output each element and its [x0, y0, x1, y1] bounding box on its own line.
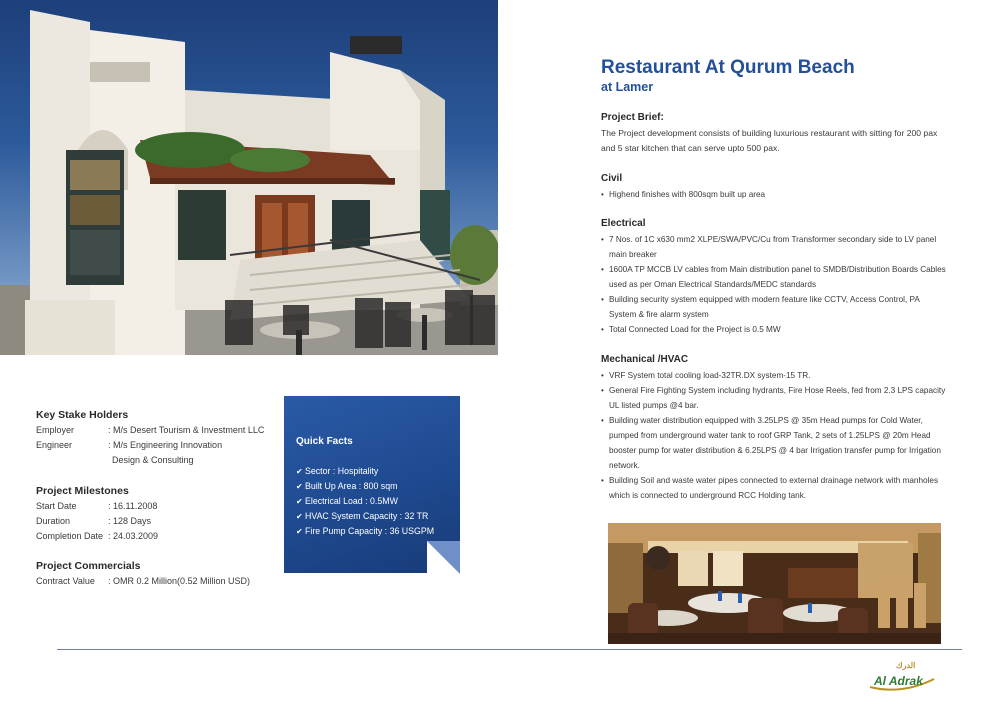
duration-label: Duration [36, 516, 71, 526]
interior-illustration [608, 523, 941, 644]
completion-date-value: : 24.03.2009 [108, 531, 159, 541]
al-adrak-logo [866, 661, 938, 691]
footer-divider [57, 649, 962, 650]
quick-fact-text: Sector : Hospitality [305, 466, 379, 476]
check-icon: ✔ [296, 497, 303, 506]
quick-facts-title: Quick Facts [296, 436, 353, 447]
civil-item-text: Highend finishes with 800sqm built up area [609, 190, 766, 199]
employer-row [36, 425, 264, 435]
electrical-item-text: Total Connected Load for the Project is 0.5 MW [609, 325, 781, 334]
check-icon: ✔ [296, 527, 303, 536]
completion-date-row [36, 531, 158, 541]
quick-fact-built-up-area [296, 481, 397, 491]
project-subtitle: at Lamer [601, 80, 654, 94]
project-brief-text: The Project development consists of building luxurious restaurant with sitting for 200 pax and 5 star kitchen that can serve upto 500 pax. [601, 128, 938, 153]
contract-value-value: : OMR 0.2 Million(0.52 Million USD) [108, 576, 251, 586]
check-icon: ✔ [296, 482, 303, 491]
electrical-item-text: 1600A TP MCCB LV cables from Main distribution panel to SMDB/Distribution Boards Cables used as per Oman Electrical Standards/MEDC standards [609, 265, 946, 289]
electrical-item-text: Building security system equipped with modern feature like CCTV, Access Control, PA System & fire alarm system [609, 295, 920, 319]
duration-row [36, 516, 151, 526]
quick-facts-page-curl [427, 541, 460, 574]
electrical-item: • 1600A TP MCCB LV cables from Main distribution panel to SMDB/Distribution Boards Cables used as per Oman Electrical Standards/MEDC standards [601, 262, 946, 292]
electrical-item: • 7 Nos. of 1C x630 mm2 XLPE/SWA/PVC/Cu from Transformer secondary side to LV panel main breaker [601, 232, 946, 262]
mechanical-item: • VRF System total cooling load-32TR.DX system-15 TR. [601, 368, 946, 383]
employer-label: Employer [36, 425, 75, 435]
electrical-item: • Total Connected Load for the Project is 0.5 MW [601, 322, 946, 337]
electrical-heading: Electrical [601, 218, 646, 229]
start-date-value: : 16.11.2008 [108, 501, 158, 511]
quick-fact-text: Fire Pump Capacity : 36 USGPM [305, 526, 435, 536]
contract-value-label: Contract Value [36, 576, 95, 586]
project-milestones-heading: Project Milestones [36, 485, 129, 497]
mechanical-item-text: VRF System total cooling load-32TR.DX system-15 TR. [609, 371, 811, 380]
quick-fact-text: Electrical Load : 0.5MW [305, 496, 398, 506]
mechanical-item-text: Building water distribution equipped with 3.25LPS @ 35m Head pumps for Cold Water, pumped from underground water tank to roof GRP Tank, 2 sets of 1.25LPS @ 20m Head booster pump for water distribution & 6.25LPS @ 4 bar Irrigation transfer pump for Irrigation network. [609, 416, 941, 470]
mechanical-item-text: Building Soil and waste water pipes connected to external drainage network with manholes which is connected to underground RCC Holding tank. [609, 476, 939, 500]
electrical-item: • Building security system equipped with modern feature like CCTV, Access Control, PA System & fire alarm system [601, 292, 946, 322]
quick-fact-text: HVAC System Capacity : 32 TR [305, 511, 429, 521]
start-date-row [36, 501, 157, 511]
mechanical-item-text: General Fire Fighting System including hydrants, Fire Hose Reels, fed from 2.3 LPS capacity UL listed pumps @4 bar. [609, 386, 946, 410]
restaurant-exterior-photo [0, 0, 498, 355]
project-brief-heading: Project Brief: [601, 112, 664, 123]
project-commercials-heading: Project Commercials [36, 560, 141, 572]
check-icon: ✔ [296, 467, 303, 476]
check-icon: ✔ [296, 512, 303, 521]
quick-fact-fire-pump [296, 526, 434, 536]
engineer-row [36, 440, 222, 450]
logo-arabic-text: الدرك [896, 661, 916, 670]
mechanical-item: • Building water distribution equipped with 3.25LPS @ 35m Head pumps for Cold Water, pumped from underground water tank to roof GRP Tank, 2 sets of 1.25LPS @ 20m Head booster pump for water distribution & 6.25LPS @ 4 bar Irrigation transfer pump for Irrigation network. [601, 413, 946, 473]
contract-value-row [36, 576, 250, 586]
exterior-illustration [0, 0, 498, 355]
logo-text: Al Adrak [874, 674, 923, 688]
duration-value: : 128 Days [108, 516, 152, 526]
engineer-value: : M/s Engineering Innovation [108, 440, 223, 450]
project-title: Restaurant At Qurum Beach [601, 57, 855, 78]
electrical-item-text: 7 Nos. of 1C x630 mm2 XLPE/SWA/PVC/Cu from Transformer secondary side to LV panel main breaker [609, 235, 937, 259]
quick-fact-hvac-capacity [296, 511, 428, 521]
key-stakeholders-heading: Key Stake Holders [36, 409, 129, 421]
start-date-label: Start Date [36, 501, 77, 511]
completion-date-label: Completion Date [36, 531, 104, 541]
mechanical-item: • Building Soil and waste water pipes connected to external drainage network with manholes which is connected to underground RCC Holding tank. [601, 473, 946, 503]
engineer-label: Engineer [36, 440, 73, 450]
mechanical-hvac-heading: Mechanical /HVAC [601, 354, 689, 365]
employer-value: : M/s Desert Tourism & Investment LLC [108, 425, 265, 435]
restaurant-interior-photo [608, 523, 941, 644]
quick-fact-electrical-load [296, 496, 398, 506]
mechanical-item: • General Fire Fighting System including hydrants, Fire Hose Reels, fed from 2.3 LPS capacity UL listed pumps @4 bar. [601, 383, 946, 413]
civil-item: • Highend finishes with 800sqm built up area [601, 187, 946, 202]
quick-fact-sector [296, 466, 378, 476]
engineer-value-line2: Design & Consulting [112, 455, 194, 465]
civil-heading: Civil [601, 173, 623, 184]
quick-fact-text: Built Up Area : 800 sqm [305, 481, 398, 491]
